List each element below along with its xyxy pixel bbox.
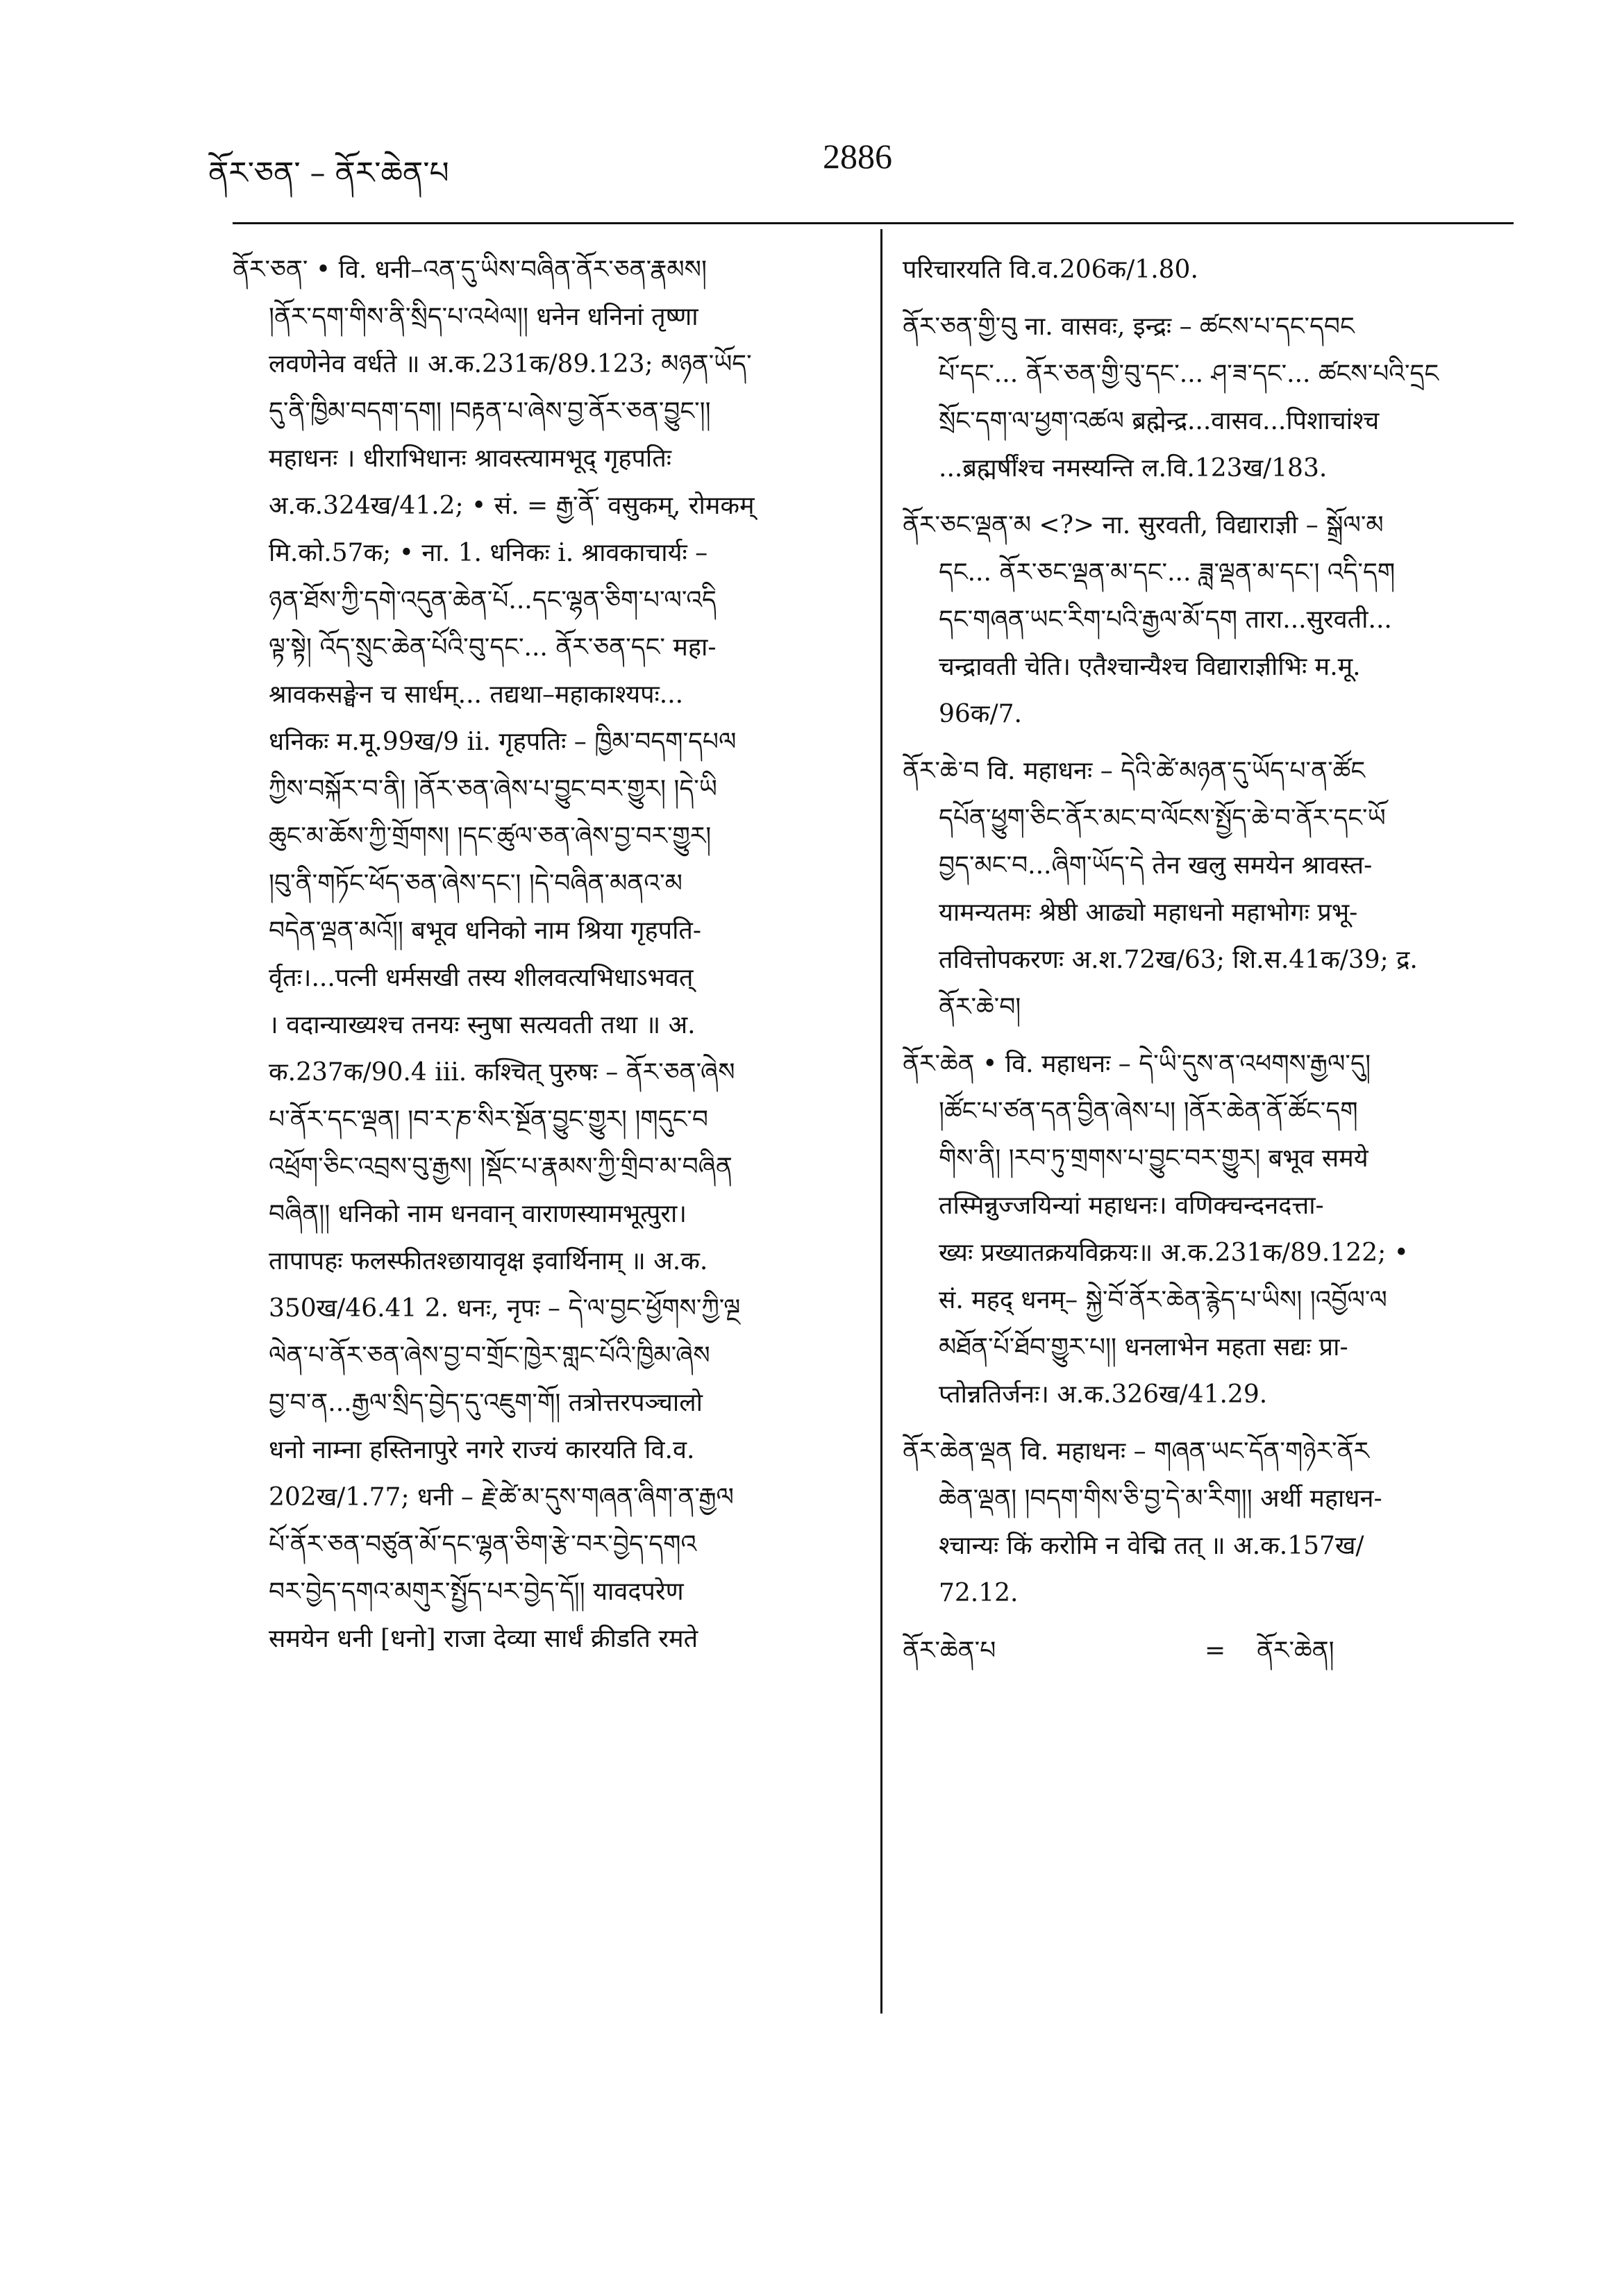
entry-headword-line: ནོར་ཅན་ • वि. धनी–འན་དུ་ཡིས་བཞིན་ནོར་ཅན་རྣམས།	[233, 256, 707, 284]
dictionary-entry	[903, 246, 1521, 294]
final-entry	[903, 1627, 1521, 1689]
left-column	[233, 246, 857, 1673]
entry-line: སྲོང་དག་ལ་ཕྱག་འཚལ ब्रह्मेन्द्र...वासव...पिशाचांश्च	[939, 407, 1380, 435]
final-entry-headword: ནོར་ཆེན་པ	[903, 1637, 996, 1665]
entry-headword-line: ནོར་ཆེན་ལྡན वि. महाधनः – གཞན་ཡང་དོན་གཉེར་ནོར	[903, 1437, 1370, 1466]
entry-line: चन्द्रावती चेति। एतैश्चान्यैश्च विद्याराज्ञीभिः म.मू.	[939, 653, 1361, 681]
entry-line: བྱ་བ་ན...རྒྱལ་སྲིད་བྱེད་དུ་འཇུག་གོ། तत्रोत्तरपञ्चालो	[269, 1389, 703, 1417]
entry-line: लवणेनेव वर्धते ॥ अ.क.231क/89.123; མཉན་ཡོད་	[269, 350, 752, 378]
right-column	[903, 246, 1521, 1689]
entry-line: དུ་ནི་ཁྱིམ་བདག་དག། །བརྟན་པ་ཞེས་བྱ་ནོར་ཅན་བྱུང་།།	[269, 397, 711, 426]
entry-line: र्वृतः।...पत्नी धर्मसखी तस्य शीलवत्यभिधाऽभवत्	[269, 964, 694, 992]
entry-line: ཀྱིས་བསྐོར་བ་ནི། །ནོར་ཅན་ཞེས་པ་བྱུང་བར་གྱུར། །དེ་ཡི	[269, 775, 717, 803]
entry-line: ལྟ་སྟེ། འོད་སྲུང་ཆེན་པོའི་བུ་དང་... ནོར་ཅན་དང་ महा-	[269, 633, 717, 662]
entry-line: དང་གཞན་ཡང་རིག་པའི་རྒྱལ་མོ་དག तारा...सुरवती...	[939, 605, 1392, 634]
entry-line: ནོར་ཆེ་བ།	[939, 993, 1021, 1021]
dictionary-entry	[903, 748, 1521, 1031]
entry-line: तापापहः फलस्फीतश्छायावृक्ष इवार्थिनाम् ॥ अ.क.	[269, 1247, 708, 1275]
entry-line: धनो नाम्ना हस्तिनापुरे नगरे राज्यं कारयति वि.व.	[269, 1436, 695, 1464]
entry-line: མཐོན་པོ་ཐོབ་གྱུར་པ།། धनलाभेन महता सद्यः प्रा-	[939, 1333, 1348, 1362]
entry-line: །བུ་ནི་གཏོང་ཕོད་ཅན་ཞེས་དང་། །དེ་བཞིན་མནའ་མ	[269, 869, 683, 898]
entry-line: धनिकः म.मू.99ख/9 ii. गृहपतिः – ཁྱིམ་བདག་དཔལ	[269, 728, 737, 756]
entry-line: ཆུང་མ་ཆོས་ཀྱི་གྲོགས། །དང་ཚུལ་ཅན་ཞེས་བྱ་བར་གྱུར།	[269, 822, 712, 851]
page-number: 2886	[823, 137, 892, 176]
entry-line: क.237क/90.4 iii. कश्चित् पुरुषः – ནོར་ཅན་ཞེས	[269, 1058, 735, 1087]
entry-line: तवित्तोपकरणः अ.श.72ख/63; शि.स.41क/39; द्र.	[939, 946, 1418, 974]
final-entry-equals: =	[1205, 1637, 1226, 1665]
entry-line: श्चान्यः किं करोमि न वेद्मि तत् ॥ अ.क.157ख/	[939, 1532, 1364, 1560]
final-entry-target: ནོར་ཆེན།	[1257, 1637, 1334, 1665]
entry-line: དང... ནོར་ཅང་ལྡན་མ་དང་... ཟླ་ལྡན་མ་དང་། འདི་དག	[939, 558, 1396, 587]
entry-line: བར་བྱེད་དགའ་མགུར་སྤྱོད་པར་བྱེད་དོ།། यावदपरेण	[269, 1577, 684, 1606]
entry-line: ཉན་ཐོས་ཀྱི་དགེ་འདུན་ཆེན་པོ...དང་ལྷན་ཅིག་པ་ལ་འདི	[269, 586, 717, 614]
entry-line: ཆེན་ལྡན། །བདག་གིས་ཅི་བྱ་དེ་མ་རིག།། अर्थी महाधन-	[939, 1484, 1382, 1513]
dictionary-entry	[903, 1428, 1521, 1617]
entry-line: प्तोन्नतिर्जनः। अ.क.326ख/41.29.	[939, 1380, 1268, 1409]
entry-line: अ.क.324ख/41.2; • सं. = རྒྱ་ནོ་ वसुकम्, रोमकम्	[269, 492, 755, 520]
entry-line: 202ख/1.77; धनी – རྗེ་ཚེ་མ་དུས་གཞན་ཞིག་ན་རྒྱལ	[269, 1483, 734, 1512]
entry-line: ख्यः प्रख्यातक्रयविक्रयः॥ अ.क.231क/89.122; •	[939, 1239, 1409, 1267]
entry-line: 350ख/46.41 2. धनः, नृपः – དེ་ལ་བྱང་ཕྱོགས་ཀྱི་ལྔ	[269, 1294, 741, 1323]
dictionary-entry	[233, 246, 857, 1663]
column-divider	[880, 229, 882, 2014]
entry-line: महाधनः । धीराभिधानः श्रावस्त्यामभूद् गृहपतिः	[269, 444, 672, 473]
entry-headword-line: ནོར་ཅང་ལྡན་མ <?> ना. सुरवती, विद्याराज्ञी – སྒྲོལ་མ	[903, 511, 1384, 539]
dictionary-entry	[903, 303, 1521, 492]
entry-line: यामन्यतमः श्रेष्ठी आढ्यो महाधनो महाभोगः प्रभू-	[939, 898, 1358, 927]
entry-line: मि.को.57क; • ना. 1. धनिकः i. श्रावकाचार्यः –	[269, 539, 708, 567]
entry-headword-line: ནོར་ཅན་གྱི་བུ ना. वासवः, इन्द्रः – ཚངས་པ་དང་དབང	[903, 312, 1355, 341]
entry-line: བྱད་མང་བ...ཞིག་ཡོད་དེ तेन खलु समयेन श्रावस्त-	[939, 851, 1373, 880]
entry-line: श्रावकसङ्घेन च सार्धम्... तद्यथा–महाकाश्यपः...	[269, 680, 684, 709]
entry-line: ལེན་པ་ནོར་ཅན་ཞེས་བྱ་བ་གྲོང་ཁྱེར་གླང་པོའི་ཁྱིམ་ཞེས	[269, 1341, 710, 1370]
entry-headword-line: परिचारयति वि.व.206क/1.80.	[903, 256, 1198, 284]
entry-line: གིས་ནི། །རབ་ཏུ་གྲགས་པ་བྱུང་བར་གྱུར། बभूव समये	[939, 1144, 1368, 1173]
entry-line: 96क/7.	[939, 700, 1022, 728]
entry-line: །ཚོང་པ་ཙན་དན་བྱིན་ཞེས་པ། །ནོར་ཆེན་ནོ་ཚོང་དག	[939, 1097, 1358, 1125]
entry-line: འཕྲོག་ཅིང་འབྲས་བུ་རྒྱས། །སྡོང་པ་རྣམས་ཀྱི་གྲིབ་མ་བཞིན	[269, 1153, 733, 1181]
header-rule	[233, 222, 1514, 224]
entry-line: བདེན་ལྡན་མའོ།། बभूव धनिको नाम श्रिया गृहपति-	[269, 916, 702, 945]
entry-headword-line: ནོར་ཆེན • वि. महाधनः – དེ་ཡི་དུས་ན་འཕགས་རྒྱལ་དུ།	[903, 1050, 1371, 1078]
entry-line: ...ब्रह्मर्षींश्च नमस्यन्ति ल.वि.123ख/183.	[939, 454, 1328, 483]
entry-line: सं. महद् धनम्– སྐྱེ་བོ་ནོར་ཆེན་རྙེད་པ་ཡིས། །འབྱོལ་ལ	[939, 1286, 1387, 1314]
entry-line: तस्मिन्नुज्जयिन्यां महाधनः। वणिक्चन्दनदत्ता-	[939, 1191, 1324, 1220]
entry-headword-line: ནོར་ཆེ་བ वि. महाधनः – དེའི་ཚེ་མཉན་དུ་ཡོད་པ་ན་ཚོང	[903, 757, 1366, 785]
entry-line: པོ་དང་... ནོར་ཅན་གྱི་བུ་དང་... ཤ་ཟ་དང་... ཚངས་པའི་དྲང	[939, 360, 1439, 388]
entry-line: པོ་ནོར་ཅན་བཙུན་མོ་དང་ལྷན་ཅིག་རྩེ་བར་བྱེད་དགའ	[269, 1530, 697, 1559]
entry-line: समयेन धनी [धनो] राजा देव्या सार्धं क्रीडति रमते	[269, 1625, 698, 1653]
entry-line: । वदान्याख्यश्च तनयः स्नुषा सत्यवती तथा ॥ अ.	[269, 1011, 696, 1039]
entry-line: 72.12.	[939, 1579, 1019, 1607]
dictionary-entry	[903, 1041, 1521, 1418]
entry-line: དཔོན་ཕྱུག་ཅིང་ནོར་མང་བ་ལོངས་སྤྱོད་ཆེ་བ་ནོར་དང་ཡོ	[939, 804, 1386, 832]
dictionary-entry	[903, 502, 1521, 738]
entry-line: །ནོར་དག་གིས་ནི་སྲིད་པ་འཕེལ།། धनेन धनिनां तृष्णा	[269, 303, 698, 331]
entry-line: པ་ནོར་དང་ལྡན། །བ་ར་ཎ་སིར་སྔོན་བྱུང་གྱུར། །གདུང་བ	[269, 1105, 708, 1134]
running-head: ནོར་ཅན་ – ནོར་ཆེན་པ	[208, 156, 449, 191]
entry-line: བཞིན།། धनिको नाम धनवान् वाराणस्यामभूत्पुरा।	[269, 1200, 687, 1228]
